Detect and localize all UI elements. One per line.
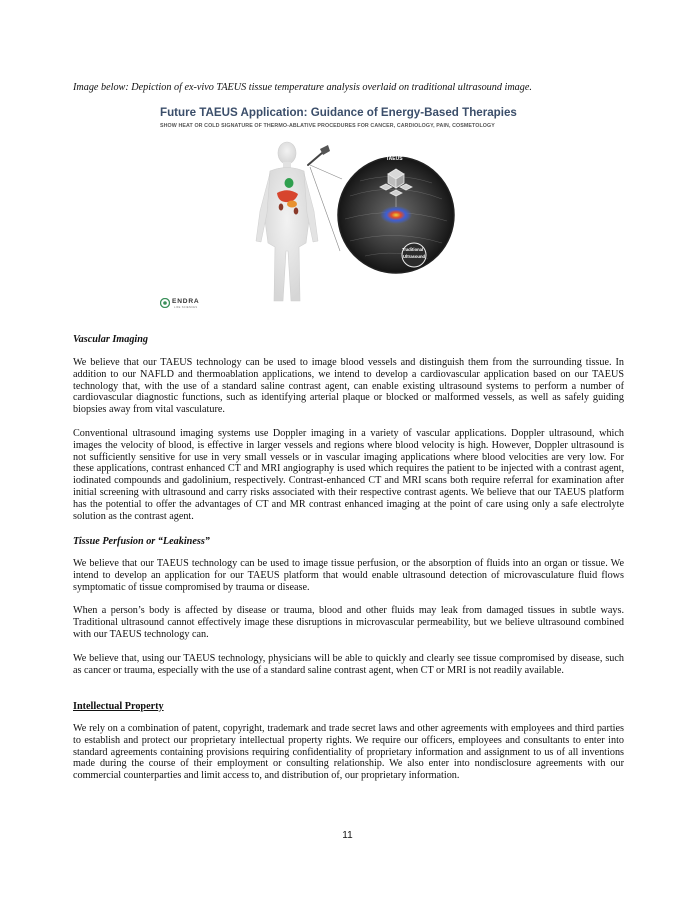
figure-caption: Image below: Depiction of ex-vivo TAEUS tissue temperature analysis overlaid on traditional ultrasound image. — [73, 82, 532, 93]
paragraph-vascular-2: Conventional ultrasound imaging systems use Doppler imaging in a variety of vascular applications. Doppler ultrasound, which images the velocity of blood, is effective in larger vessels and regions where blood velocity is high. However, Doppler ultrasound is not sufficiently sensitive for use in very small vessels or in vascular imaging applications where blood velocities are very low. For these applications, contrast enhanced CT and MRI angiography is used which requires the patient to be injected with a contrast agent, iodinated compounds and gadolinium, respectively. Contrast-enhanced CT and MRI scans both require referral for examination after initial screening with ultrasound and carry risks associated with their respective contrast agents. We believe that our TAEUS platform has the potential to offer the advantages of CT and MR contrast enhanced imaging at the point of care using only a safe electrolyte solution as the contrast agent. — [73, 428, 624, 522]
paragraph-vascular-1: We believe that our TAEUS technology can be used to image blood vessels and distinguish them from the surrounding tissue. In addition to our NAFLD and thermoablation applications, we intend to develop a cardiovascular application based on our TAEUS technology that, with the use of a standard saline contrast agent, can enable existing ultrasound systems to perform a number of cardiovascular diagnostic functions, such as identifying arterial plaque or blocked or malformed vessels, as well as safely guiding biopsies away from vital vasculature. — [73, 357, 624, 416]
figure-illustration — [150, 101, 532, 323]
figure-subtitle: SHOW HEAT OR COLD SIGNATURE OF THERMO-ABLATIVE PROCEDURES FOR CANCER, CARDIOLOGY, PAIN, COSMETOLOGY — [160, 123, 495, 129]
human-body-icon — [256, 142, 318, 301]
taeus-label: TAEUS — [386, 156, 403, 162]
section-heading-perfusion: Tissue Perfusion or “Leakiness” — [73, 536, 210, 547]
endra-logo-icon — [160, 298, 170, 308]
endra-logo-subtext: LIFE SCIENCES — [174, 306, 198, 309]
traditional-label-line1: Traditional — [402, 247, 424, 252]
paragraph-ip-1: We rely on a combination of patent, copyright, trademark and trade secret laws and other agreements with employees and third parties to establish and protect our proprietary intellectual property rights. We require our officers, employees and consultants to enter into standard agreements containing provisions requiring confidentiality of proprietary information and assignment to us of all inventions made during the course of their employment or consulting relationship. We also enter into nondisclosure agreements with our commercial counterparties and limit access to, and distribution of, our proprietary information. — [73, 723, 624, 782]
section-heading-vascular: Vascular Imaging — [73, 334, 149, 345]
ultrasound-image-circle — [338, 157, 454, 273]
paragraph-perfusion-3: We believe that, using our TAEUS technology, physicians will be able to quickly and clearly see tissue compromised by disease, such as cancer or trauma, especially with the use of a standard saline contrast agent, when CT or MRI is not readily available. — [73, 653, 624, 676]
page-number: 11 — [342, 830, 353, 841]
section-heading-ip: Intellectual Property — [73, 701, 164, 712]
endra-logo-text: ENDRA — [172, 298, 200, 305]
figure-title: Future TAEUS Application: Guidance of Energy-Based Therapies — [160, 106, 517, 119]
traditional-label-line2: Ultrasound — [403, 254, 426, 259]
ultrasound-probe-icon — [308, 145, 330, 165]
paragraph-perfusion-1: We believe that our TAEUS technology can be used to image tissue perfusion, or the absorption of fluids into an organ or tissue. We intend to develop an application for our TAEUS platform that would enable ultrasound detection of microvasculature fluid flows symptomatic of tissue compromised by trauma or disease. — [73, 558, 624, 593]
paragraph-perfusion-2: When a person’s body is affected by disease or trauma, blood and other fluids may leak from damaged tissues in subtle ways. Traditional ultrasound cannot effectively image these disruptions in microvascular permeability, but we believe ultrasound combined with our TAEUS technology can. — [73, 605, 624, 640]
taeus-figure — [150, 101, 532, 323]
